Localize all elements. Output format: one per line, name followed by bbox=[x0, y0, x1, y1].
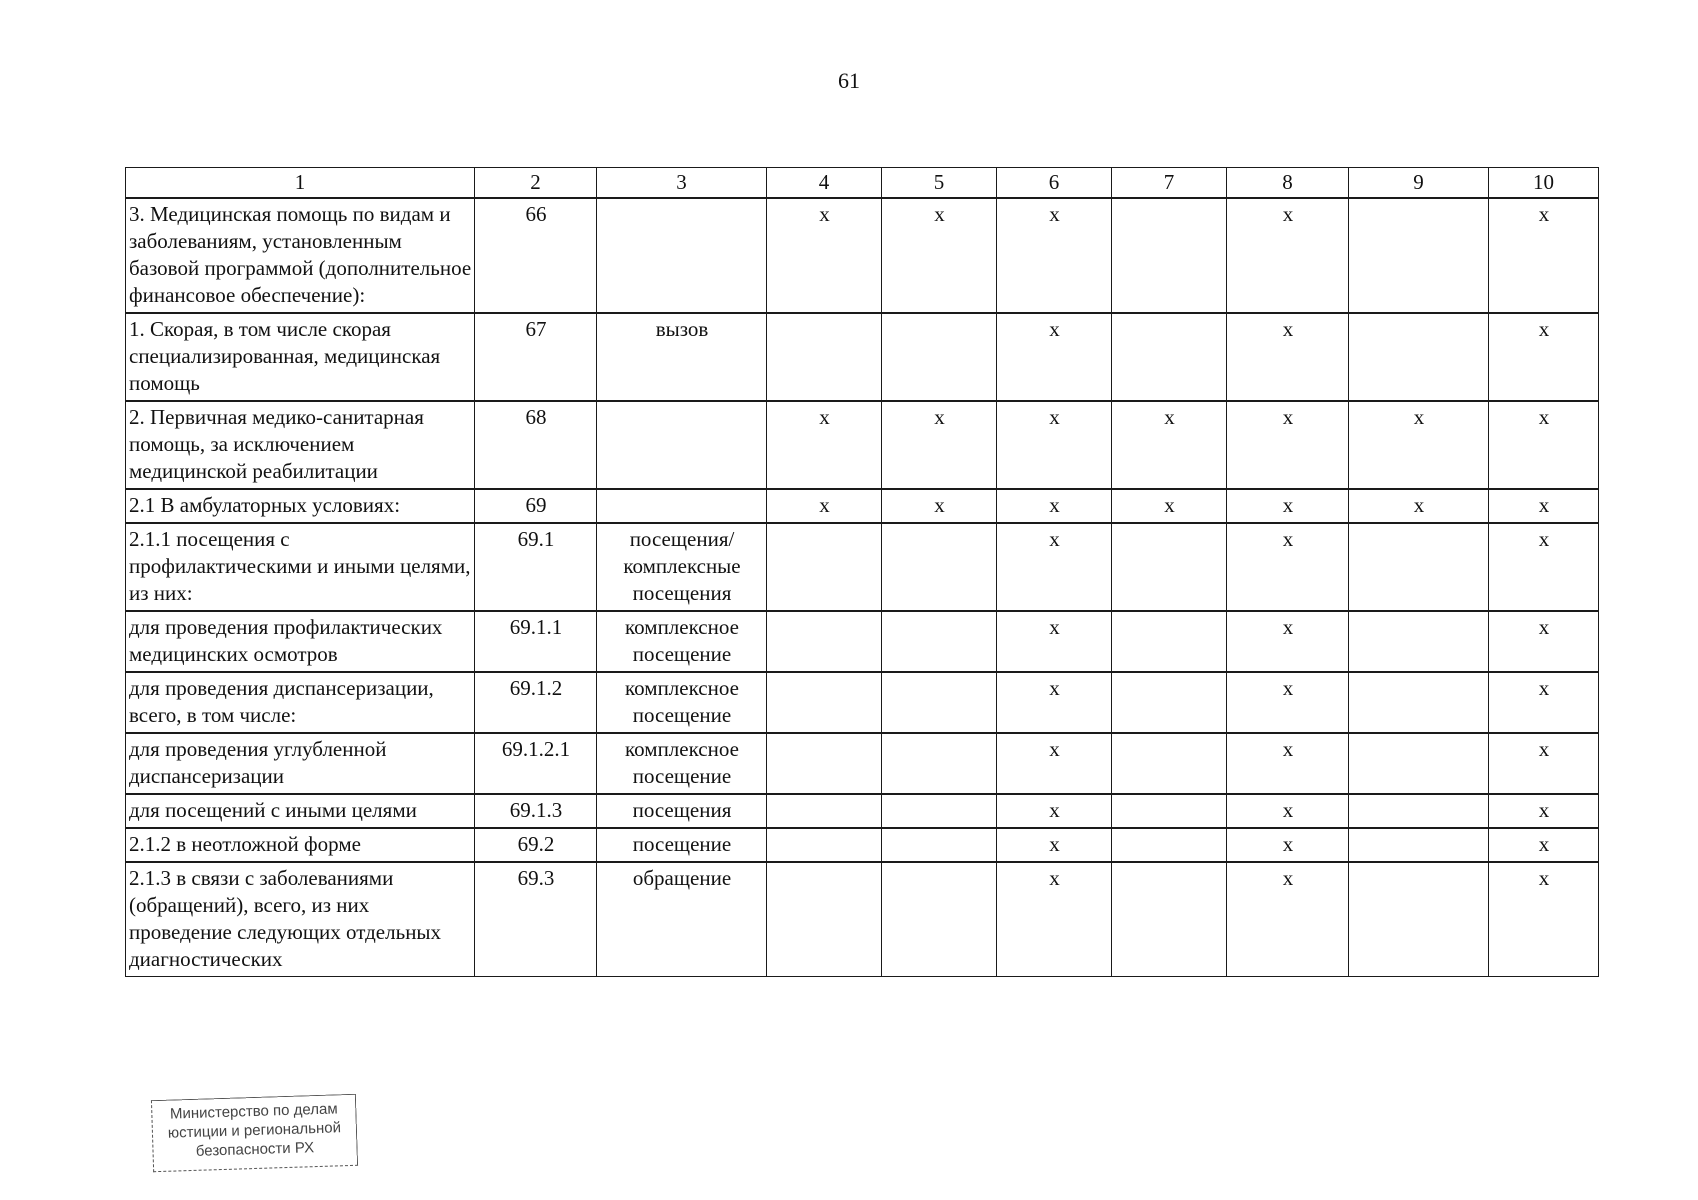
col6-cell: х bbox=[997, 733, 1112, 794]
col4-cell bbox=[767, 794, 882, 828]
col6-cell: х bbox=[997, 828, 1112, 862]
header-cell-2: 2 bbox=[475, 168, 597, 199]
row-label-cell: 2.1 В амбулаторных условиях: bbox=[126, 489, 475, 523]
col9-cell: х bbox=[1349, 489, 1489, 523]
ministry-stamp bbox=[151, 1094, 358, 1172]
row-number-cell: 69.3 bbox=[475, 862, 597, 977]
col4-cell bbox=[767, 862, 882, 977]
col10-cell: х bbox=[1489, 672, 1599, 733]
table-row bbox=[126, 198, 1599, 313]
col5-cell bbox=[882, 313, 997, 401]
col9-cell bbox=[1349, 672, 1489, 733]
table-row bbox=[126, 489, 1599, 523]
col10-cell: х bbox=[1489, 523, 1599, 611]
row-label-cell: 2.1.1 посещения с профилактическими и иными целями, из них: bbox=[126, 523, 475, 611]
unit-cell: посещения bbox=[597, 794, 767, 828]
header-cell-8: 8 bbox=[1227, 168, 1349, 199]
row-label-cell: для проведения профилактических медицинских осмотров bbox=[126, 611, 475, 672]
row-number-cell: 69.1.2 bbox=[475, 672, 597, 733]
col8-cell: х bbox=[1227, 794, 1349, 828]
table-row bbox=[126, 611, 1599, 672]
col5-cell bbox=[882, 794, 997, 828]
col6-cell: х bbox=[997, 401, 1112, 489]
col4-cell bbox=[767, 733, 882, 794]
table-row bbox=[126, 828, 1599, 862]
unit-cell: обращение bbox=[597, 862, 767, 977]
col5-cell: х bbox=[882, 401, 997, 489]
col5-cell bbox=[882, 672, 997, 733]
col4-cell: х bbox=[767, 401, 882, 489]
col9-cell bbox=[1349, 794, 1489, 828]
row-label-cell: 3. Медицинская помощь по видам и заболеваниям, установленным базовой программой (дополнительное финансовое обеспечение): bbox=[126, 198, 475, 313]
col9-cell bbox=[1349, 198, 1489, 313]
header-cell-5: 5 bbox=[882, 168, 997, 199]
col8-cell: х bbox=[1227, 828, 1349, 862]
table-header bbox=[126, 168, 1599, 199]
col10-cell: х bbox=[1489, 828, 1599, 862]
header-row bbox=[126, 168, 1599, 199]
col6-cell: х bbox=[997, 523, 1112, 611]
row-number-cell: 69.2 bbox=[475, 828, 597, 862]
col7-cell bbox=[1112, 198, 1227, 313]
table-row bbox=[126, 862, 1599, 977]
col7-cell bbox=[1112, 672, 1227, 733]
col4-cell: х bbox=[767, 489, 882, 523]
unit-cell: посещение bbox=[597, 828, 767, 862]
col8-cell: х bbox=[1227, 313, 1349, 401]
col8-cell: х bbox=[1227, 862, 1349, 977]
page-number: 61 bbox=[838, 68, 860, 93]
col8-cell: х bbox=[1227, 401, 1349, 489]
table-row bbox=[126, 313, 1599, 401]
row-number-cell: 69 bbox=[475, 489, 597, 523]
col9-cell bbox=[1349, 611, 1489, 672]
col7-cell: х bbox=[1112, 489, 1227, 523]
col5-cell bbox=[882, 733, 997, 794]
col6-cell: х bbox=[997, 672, 1112, 733]
col6-cell: х bbox=[997, 794, 1112, 828]
header-cell-1: 1 bbox=[126, 168, 475, 199]
col5-cell bbox=[882, 828, 997, 862]
table-row bbox=[126, 523, 1599, 611]
col8-cell: х bbox=[1227, 198, 1349, 313]
col7-cell bbox=[1112, 733, 1227, 794]
col4-cell bbox=[767, 523, 882, 611]
stamp-line: безопасности РХ bbox=[195, 1139, 315, 1160]
row-label-cell: для посещений с иными целями bbox=[126, 794, 475, 828]
col6-cell: х bbox=[997, 862, 1112, 977]
col5-cell bbox=[882, 611, 997, 672]
row-label-cell: 2.1.2 в неотложной форме bbox=[126, 828, 475, 862]
row-label-cell: для проведения углубленной диспансеризации bbox=[126, 733, 475, 794]
col4-cell bbox=[767, 828, 882, 862]
unit-cell: посещения/комплексные посещения bbox=[597, 523, 767, 611]
col7-cell bbox=[1112, 862, 1227, 977]
col10-cell: х bbox=[1489, 313, 1599, 401]
col9-cell bbox=[1349, 733, 1489, 794]
row-number-cell: 69.1.3 bbox=[475, 794, 597, 828]
col7-cell bbox=[1112, 611, 1227, 672]
col4-cell bbox=[767, 313, 882, 401]
unit-cell bbox=[597, 489, 767, 523]
header-cell-6: 6 bbox=[997, 168, 1112, 199]
stamp-line: Министерство по делам bbox=[169, 1100, 338, 1123]
col9-cell bbox=[1349, 862, 1489, 977]
stamp-line: юстиции и региональной bbox=[167, 1119, 342, 1142]
col5-cell: х bbox=[882, 198, 997, 313]
col4-cell bbox=[767, 611, 882, 672]
row-label-cell: 2.1.3 в связи с заболеваниями (обращений), всего, из них проведение следующих отдельных диагностических bbox=[126, 862, 475, 977]
row-number-cell: 69.1.1 bbox=[475, 611, 597, 672]
col7-cell bbox=[1112, 313, 1227, 401]
col6-cell: х bbox=[997, 611, 1112, 672]
col5-cell bbox=[882, 523, 997, 611]
col5-cell: х bbox=[882, 489, 997, 523]
col9-cell bbox=[1349, 523, 1489, 611]
table-row bbox=[126, 672, 1599, 733]
table-row bbox=[126, 794, 1599, 828]
unit-cell bbox=[597, 198, 767, 313]
header-cell-3: 3 bbox=[597, 168, 767, 199]
row-number-cell: 66 bbox=[475, 198, 597, 313]
col10-cell: х bbox=[1489, 198, 1599, 313]
col10-cell: х bbox=[1489, 862, 1599, 977]
col10-cell: х bbox=[1489, 401, 1599, 489]
row-number-cell: 69.1 bbox=[475, 523, 597, 611]
col9-cell bbox=[1349, 828, 1489, 862]
row-number-cell: 69.1.2.1 bbox=[475, 733, 597, 794]
row-label-cell: для проведения диспансеризации, всего, в том числе: bbox=[126, 672, 475, 733]
col7-cell bbox=[1112, 523, 1227, 611]
header-cell-4: 4 bbox=[767, 168, 882, 199]
col8-cell: х bbox=[1227, 523, 1349, 611]
col6-cell: х bbox=[997, 313, 1112, 401]
col7-cell bbox=[1112, 794, 1227, 828]
header-cell-7: 7 bbox=[1112, 168, 1227, 199]
col10-cell: х bbox=[1489, 611, 1599, 672]
unit-cell: вызов bbox=[597, 313, 767, 401]
col9-cell: х bbox=[1349, 401, 1489, 489]
col6-cell: х bbox=[997, 489, 1112, 523]
row-label-cell: 1. Скорая, в том числе скорая специализированная, медицинская помощь bbox=[126, 313, 475, 401]
header-cell-10: 10 bbox=[1489, 168, 1599, 199]
row-number-cell: 67 bbox=[475, 313, 597, 401]
col10-cell: х bbox=[1489, 733, 1599, 794]
unit-cell: комплексное посещение bbox=[597, 733, 767, 794]
table-body bbox=[126, 198, 1599, 977]
col4-cell: х bbox=[767, 198, 882, 313]
header-cell-9: 9 bbox=[1349, 168, 1489, 199]
col4-cell bbox=[767, 672, 882, 733]
row-number-cell: 68 bbox=[475, 401, 597, 489]
col7-cell bbox=[1112, 828, 1227, 862]
col10-cell: х bbox=[1489, 794, 1599, 828]
table-row bbox=[126, 401, 1599, 489]
unit-cell bbox=[597, 401, 767, 489]
col8-cell: х bbox=[1227, 733, 1349, 794]
col9-cell bbox=[1349, 313, 1489, 401]
unit-cell: комплексное посещение bbox=[597, 611, 767, 672]
col6-cell: х bbox=[997, 198, 1112, 313]
col5-cell bbox=[882, 862, 997, 977]
col8-cell: х bbox=[1227, 611, 1349, 672]
col8-cell: х bbox=[1227, 672, 1349, 733]
row-label-cell: 2. Первичная медико-санитарная помощь, за исключением медицинской реабилитации bbox=[126, 401, 475, 489]
col8-cell: х bbox=[1227, 489, 1349, 523]
table-row bbox=[126, 733, 1599, 794]
col7-cell: х bbox=[1112, 401, 1227, 489]
col10-cell: х bbox=[1489, 489, 1599, 523]
data-table bbox=[125, 167, 1599, 977]
unit-cell: комплексное посещение bbox=[597, 672, 767, 733]
